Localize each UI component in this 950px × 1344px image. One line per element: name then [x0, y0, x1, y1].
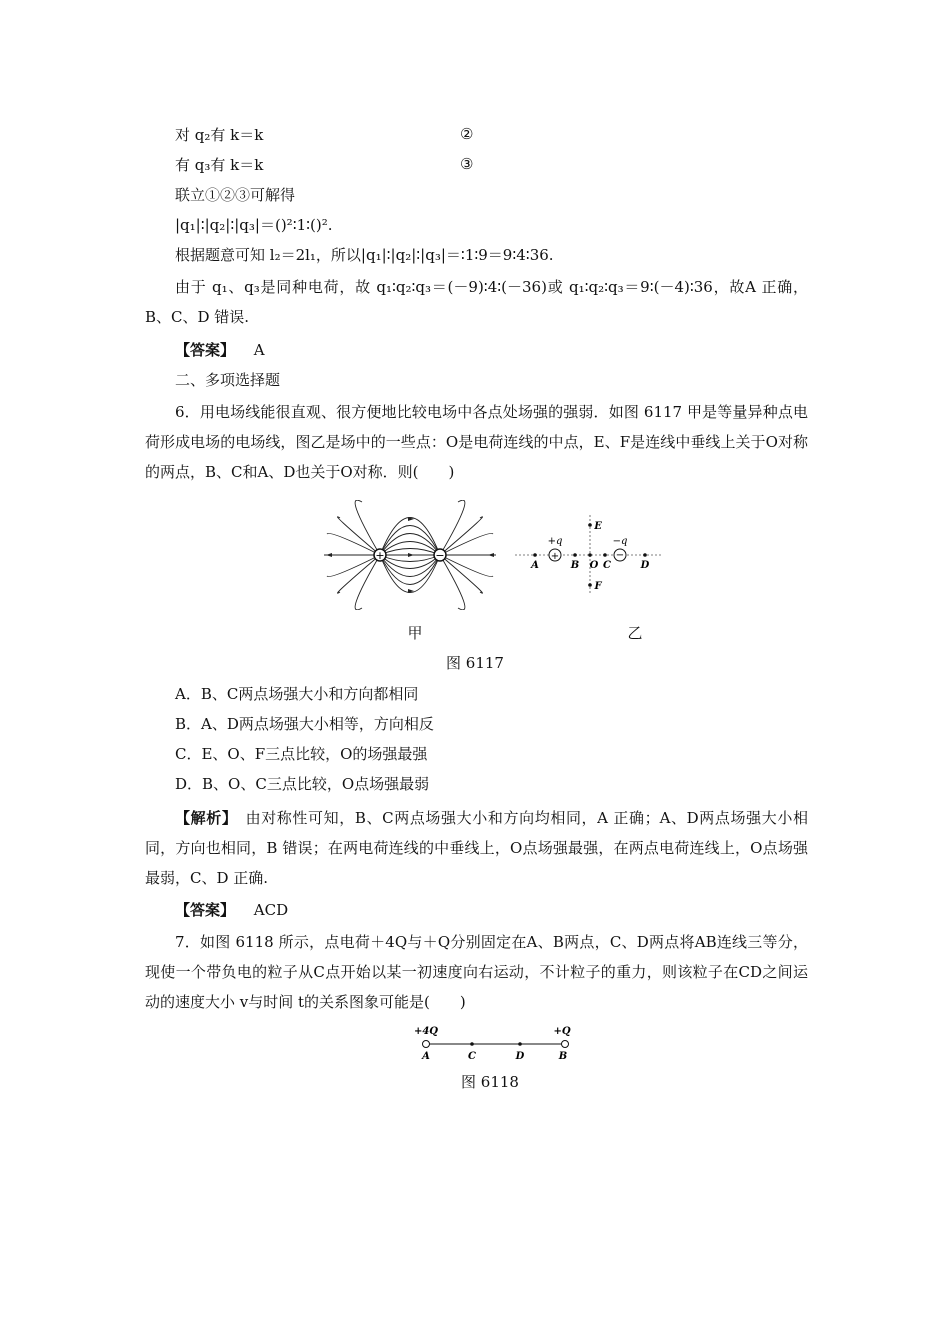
analysis-text: 由对称性可知，B、C两点场强大小和方向均相同，A 正确；A、D两点场强大小相同，方向也相同，B 错误；在两电荷连线的中垂线上，O点场强最强，在两点电荷连线上，O点场强最弱，C、D 正确. — [145, 809, 808, 887]
text-conclusion: 由于 q₁、q₃是同种电荷，故 q₁∶q₂∶q₃＝(－9)∶4∶(－36)或 q₁∶q₂∶q₃＝9∶(－4)∶36，故A 正确，B、C、D 错误. — [145, 278, 808, 326]
svg-text:−: − — [615, 550, 625, 561]
label-B: B — [570, 560, 580, 571]
label-C: C — [468, 1051, 476, 1062]
question-6-stem: 6．用电场线能很直观、很方便地比较电场中各点处场强的强弱．如图 6117 甲是等量异种点电荷形成电场的电场线，图乙是场中的一些点：O是电荷连线的中点，E、F是连线中垂线上关于O对称的两点，B、C和A、D也关于O对称．则( ) — [145, 403, 808, 481]
eq-line-q3: 有 q₃有 k＝k — [175, 156, 264, 174]
analysis-label: 【解析】 — [175, 809, 230, 827]
eq-mark-3: ③ — [460, 155, 474, 173]
label-B: B — [558, 1051, 568, 1062]
fig-caption-6118: 图 6118 — [461, 1073, 519, 1091]
label-A: A — [422, 1051, 430, 1062]
option-c: C．E、O、F三点比较，O的场强最强 — [175, 745, 428, 763]
section-heading: 二、多项选择题 — [175, 371, 281, 389]
answer-6 — [175, 900, 288, 920]
svg-text:−: − — [435, 549, 445, 562]
text-given: 根据题意可知 l₂＝2l₁，所以|q₁|∶|q₂|∶|q₃|＝∶1∶9＝9∶4∶36. — [175, 246, 554, 264]
label-plus-q: +Q — [553, 1026, 571, 1037]
label-O: O — [589, 560, 599, 571]
answer-label: 【答案】 — [175, 341, 236, 359]
eq-line-q2: 对 q₂有 k＝k — [175, 126, 264, 144]
label-F: F — [594, 581, 602, 592]
label-E: E — [594, 521, 602, 532]
answer-6-value: ACD — [253, 901, 289, 919]
field-lines-figure — [322, 500, 498, 610]
eq-mark-2: ② — [460, 125, 474, 143]
fig-label-yi: 乙 — [627, 624, 643, 642]
option-b: B．A、D两点场强大小相等，方向相反 — [175, 715, 434, 733]
answer-value: A — [253, 341, 265, 359]
line-charges-figure — [400, 1022, 580, 1067]
label-A: A — [531, 560, 539, 571]
option-d: D．B、O、C三点比较，O点场强最弱 — [175, 775, 430, 793]
svg-text:+: + — [375, 549, 385, 562]
analysis-6 — [145, 803, 808, 893]
points-figure — [515, 510, 665, 600]
label-C: C — [603, 560, 611, 571]
label-plus-q: +q — [547, 536, 563, 547]
eq-ratio: |q₁|∶|q₂|∶|q₃|＝()²∶1∶()². — [175, 216, 333, 234]
text-solve: 联立①②③可解得 — [175, 186, 296, 204]
label-minus-q: −q — [612, 536, 628, 547]
fig-caption-6117: 图 6117 — [446, 654, 504, 672]
answer-5 — [175, 340, 265, 360]
option-a: A．B、C两点场强大小和方向都相同 — [175, 685, 419, 703]
label-D: D — [515, 1051, 525, 1062]
label-D: D — [640, 560, 650, 571]
fig-label-jia: 甲 — [407, 624, 423, 642]
question-7-stem: 7．如图 6118 所示，点电荷＋4Q与＋Q分别固定在A、B两点，C、D两点将AB连线三等分，现使一个带负电的粒子从C点开始以某一初速度向右运动，不计粒子的重力，则该粒子在CD之间运动的速度大小 v与时间 t的关系图象可能是( ) — [145, 933, 808, 1011]
label-plus-4q: +4Q — [413, 1026, 439, 1037]
svg-text:+: + — [550, 551, 560, 562]
answer-6-label: 【答案】 — [175, 901, 236, 919]
